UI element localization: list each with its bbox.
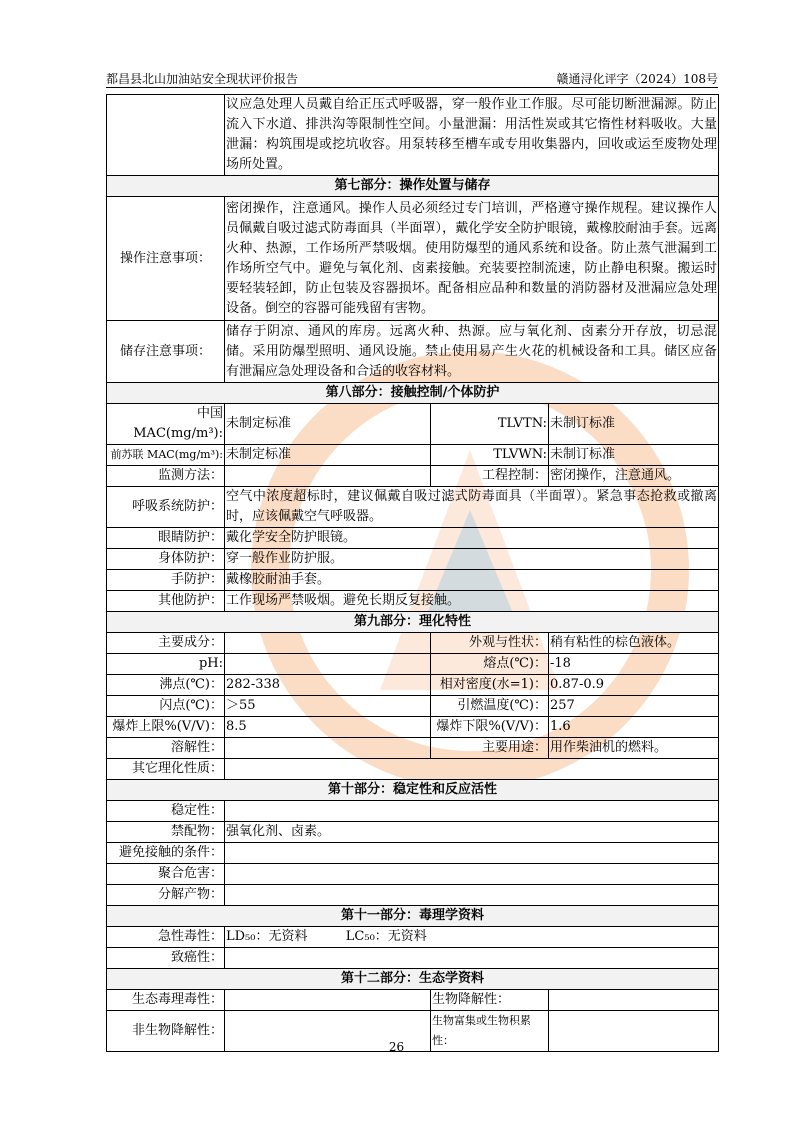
- acute-toxicity-label: 急性毒性：: [107, 927, 225, 948]
- stability-value: [225, 801, 719, 822]
- storage-label: 储存注意事项：: [107, 321, 225, 383]
- stability-row: [107, 843, 719, 864]
- operation-text: 密闭操作，注意通风。操作人员必须经过专门培训，严格遵守操作规程。建议操作人员佩戴自吸过滤式防毒面具（半面罩），戴化学安全防护眼镜，戴橡胶耐油手套。远离火种、热源，工作场所严禁吸烟。使用防爆型的通风系统和设备。防止蒸气泄漏到工作场所空气中。避免与氧化剂、卤素接触。充装要控制流速，防止静电积聚。搬运时要轻装轻卸，防止包装及容器损坏。配备相应品种和数量的消防器材及泄漏应急处理设备。倒空的容器可能残留有害物。: [225, 197, 719, 321]
- continuation-label-cell: [107, 95, 225, 176]
- property-label: 外观与性状：: [431, 633, 549, 654]
- other-protection-label: 其他防护：: [107, 591, 225, 612]
- property-label: 溶解性：: [107, 738, 225, 759]
- tlvtn-value: 未制订标准: [549, 404, 719, 445]
- bioaccumulation-label: 生物富集或生物积累性：: [431, 1011, 549, 1052]
- property-value: [225, 633, 431, 654]
- monitor-value: [225, 466, 431, 487]
- stability-row: [107, 822, 719, 843]
- stability-label: 避免接触的条件：: [107, 843, 225, 864]
- body-label: 身体防护：: [107, 549, 225, 570]
- section-12-title: 第十二部分：生态学资料: [107, 969, 719, 990]
- report-number: 赣通浔化评字（2024）108号: [556, 72, 718, 86]
- carcinogenicity-label: 致癌性：: [107, 948, 225, 969]
- leak-handling-text: 议应急处理人员戴自给正压式呼吸器，穿一般作业工作服。尽可能切断泄漏源。防止流入下水道、排洪沟等限制性空间。小量泄漏：用活性炭或其它惰性材料吸收。大量泄漏：构筑围堤或挖坑收容。用泵转移至槽车或专用收集器内，回收或运至废物处理场所处置。: [225, 95, 719, 176]
- su-mac-value: 未制定标准: [225, 445, 431, 466]
- property-value: 0.87-0.9: [549, 675, 719, 696]
- stability-label: 分解产物：: [107, 885, 225, 906]
- cn-mac-label: 中国 MAC(mg/m³):: [107, 404, 225, 445]
- property-value: 257: [549, 696, 719, 717]
- section-10-title: 第十部分：稳定性和反应活性: [107, 780, 719, 801]
- section-11-title: 第十一部分：毒理学资料: [107, 906, 719, 927]
- property-value: 8.5: [225, 717, 431, 738]
- property-value: -18: [549, 654, 719, 675]
- property-label: 主要成分：: [107, 633, 225, 654]
- section-7-title: 第七部分：操作处置与储存: [107, 176, 719, 197]
- property-value: [225, 738, 431, 759]
- property-label: 熔点(℃)：: [431, 654, 549, 675]
- stability-value: [225, 843, 719, 864]
- property-value: 稍有粘性的棕色液体。: [549, 633, 719, 654]
- eco-toxicity-value: [225, 990, 431, 1011]
- property-label: 沸点(℃)：: [107, 675, 225, 696]
- property-row: [107, 654, 719, 675]
- property-value: 用作柴油机的燃料。: [549, 738, 719, 759]
- respiratory-label: 呼吸系统防护：: [107, 487, 225, 528]
- stability-value: [225, 864, 719, 885]
- carcinogenicity-value: [225, 948, 719, 969]
- other-properties-value: [225, 759, 719, 780]
- property-value: [225, 654, 431, 675]
- stability-label: 稳定性：: [107, 801, 225, 822]
- lc50-label: LC₅₀：: [345, 929, 388, 944]
- eye-label: 眼睛防护：: [107, 528, 225, 549]
- property-row: [107, 738, 719, 759]
- acute-toxicity-value: [225, 927, 719, 948]
- su-mac-label: 前苏联 MAC(mg/m³):: [107, 445, 225, 466]
- other-protection-value: 工作现场严禁吸烟。避免长期反复接触。: [225, 591, 719, 612]
- stability-row: [107, 885, 719, 906]
- property-row: [107, 696, 719, 717]
- page-header: [106, 70, 718, 86]
- sds-table: [106, 94, 719, 1052]
- section-9-title: 第九部分：理化特性: [107, 612, 719, 633]
- property-label: 爆炸下限%(V/V)：: [431, 717, 549, 738]
- property-label: 爆炸上限%(V/V)：: [107, 717, 225, 738]
- operation-label: 操作注意事项：: [107, 197, 225, 321]
- ld50-label: LD₅₀：: [226, 929, 269, 944]
- property-label: 引燃温度(℃)：: [431, 696, 549, 717]
- tlvwn-value: 未制订标准: [549, 445, 719, 466]
- hand-value: 戴橡胶耐油手套。: [225, 570, 719, 591]
- property-label: pH:: [107, 654, 225, 675]
- stability-row: [107, 864, 719, 885]
- non-bio-degradability-label: 非生物降解性：: [107, 1011, 225, 1052]
- property-value: ＞55: [225, 696, 431, 717]
- tlvwn-label: TLVWN:: [431, 445, 549, 466]
- body-value: 穿一般作业防护服。: [225, 549, 719, 570]
- property-label: 相对密度(水=1)：: [431, 675, 549, 696]
- biodegradability-label: 生物降解性：: [431, 990, 549, 1011]
- eye-value: 戴化学安全防护眼镜。: [225, 528, 719, 549]
- stability-label: 聚合危害：: [107, 864, 225, 885]
- stability-row: [107, 801, 719, 822]
- cn-mac-value: 未制定标准: [225, 404, 431, 445]
- respiratory-value: 空气中浓度超标时，建议佩戴自吸过滤式防毒面具（半面罩）。紧急事态抢救或撤离时，应该佩戴空气呼吸器。: [225, 487, 719, 528]
- engineering-value: 密闭操作，注意通风。: [549, 466, 719, 487]
- property-value: 1.6: [549, 717, 719, 738]
- hand-label: 手防护：: [107, 570, 225, 591]
- property-label: 主要用途：: [431, 738, 549, 759]
- property-row: [107, 633, 719, 654]
- tlvtn-label: TLVTN:: [431, 404, 549, 445]
- biodegradability-value: [549, 990, 719, 1011]
- monitor-label: 监测方法：: [107, 466, 225, 487]
- stability-value: 强氧化剂、卤素。: [225, 822, 719, 843]
- ld50-value: 无资料: [268, 929, 308, 944]
- engineering-label: 工程控制：: [431, 466, 549, 487]
- lc50-value: 无资料: [387, 929, 427, 944]
- property-row: [107, 717, 719, 738]
- report-title: 都昌县北山加油站安全现状评价报告: [106, 72, 299, 86]
- stability-value: [225, 885, 719, 906]
- header-rule: [106, 87, 718, 88]
- other-properties-label: 其它理化性质：: [107, 759, 225, 780]
- eco-toxicity-label: 生态毒理毒性：: [107, 990, 225, 1011]
- property-label: 闪点(℃)：: [107, 696, 225, 717]
- property-value: 282-338: [225, 675, 431, 696]
- stability-label: 禁配物：: [107, 822, 225, 843]
- storage-text: 储存于阴凉、通风的库房。远离火种、热源。应与氧化剂、卤素分开存放，切忌混储。采用防爆型照明、通风设施。禁止使用易产生火花的机械设备和工具。储区应备有泄漏应急处理设备和合适的收容材料。: [225, 321, 719, 383]
- page-number: 26: [388, 1040, 405, 1054]
- section-8-title: 第八部分：接触控制/个体防护: [107, 383, 719, 404]
- property-row: [107, 675, 719, 696]
